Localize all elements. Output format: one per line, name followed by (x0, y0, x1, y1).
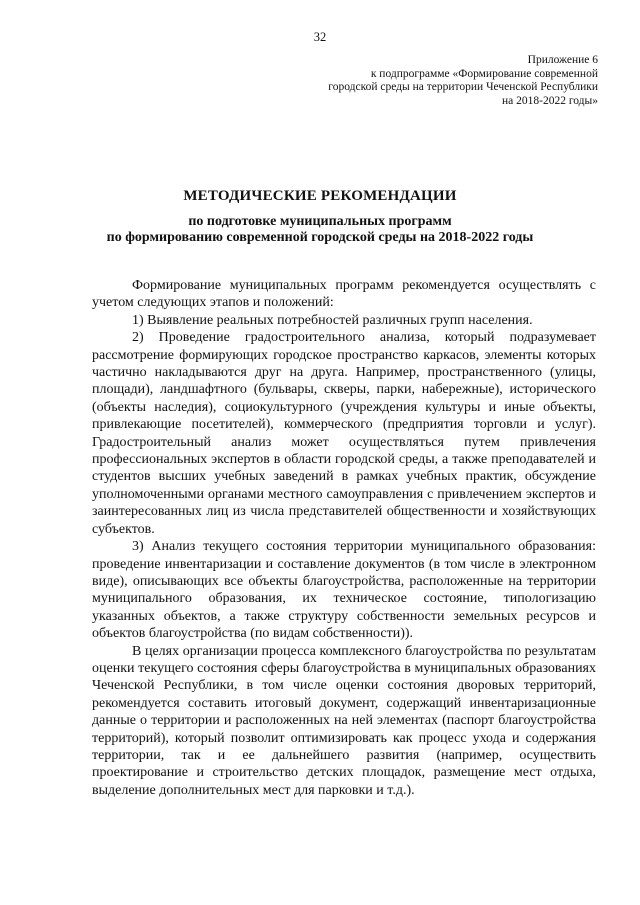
body-paragraph: 2) Проведение градостроительного анализа, который подразумевает рассмотрение формирующих городское пространство каркасов, элементы которых частично накладываются друг на друга. Например, пространственного (улицы, площади), ландшафтного (бульвары, скверы, парки, набережные), исторического (объекты наследия), социокультурного (учреждения культуры и иные объекты, привлекающие посетителей), коммерческого (предприятия торговли и услуг). Градостроительный анализ может осуществляться путем привлечения профессиональных экспертов в области городской среды, а также преподавателей и студентов высших учебных заведений в рамках учебных практик, обсуждение уполномоченными органами местного самоуправления с привлечением экспертов и заинтересованных лиц из числа представителей общественности и хозяйствующих субъектов. (92, 330, 596, 537)
subtitle-line: по формированию современной городской среды на 2018-2022 годы (106, 230, 534, 245)
appendix-line: на 2018-2022 годы» (501, 94, 598, 107)
appendix-note (328, 54, 598, 108)
appendix-line: к подпрограмме «Формирование современной (370, 67, 598, 80)
appendix-line: городской среды на территории Чеченской Республики (328, 81, 598, 93)
body-paragraph: 3) Анализ текущего состояния территории муниципального образования: проведение инвентаризации и составление документов (в том числе в электронном виде), описывающих все объекты благоустройства, расположенные на территории муниципального образования, их техническое состояние, типологизацию указанных объектов, а также структуру собственности земельных ресурсов и объектов благоустройства (по видам собственности)). (92, 539, 596, 642)
body-paragraph: 1) Выявление реальных потребностей различных групп населения. (132, 312, 533, 328)
document-body (92, 277, 596, 799)
document-subtitle (0, 214, 640, 246)
subtitle-line: по подготовке муниципальных программ (188, 214, 452, 229)
body-paragraph: В целях организации процесса комплексного благоустройства по результатам оценки текущего состояния сферы благоустройства в муниципальных образованиях Чеченской Республики, в том числе оценки состояния дворовых территорий, рекомендуется составить итоговый документ, содержащий инвентаризационные данные о территории и расположенных на ней элементах (паспорт благоустройства территорий), который позволит оптимизировать как процесс ухода и содержания территории, так и ее дальнейшего развития (например, осуществить проектирование и строительство детских площадок, размещение мест отдыха, выделение дополнительных мест для парковки и т.д.). (92, 643, 596, 798)
document-title: МЕТОДИЧЕСКИЕ РЕКОМЕНДАЦИИ (183, 188, 457, 204)
appendix-line: Приложение 6 (527, 54, 598, 66)
page-number: 32 (313, 30, 327, 44)
body-paragraph: Формирование муниципальных программ рекомендуется осуществлять с учетом следующих этапов и положений: (92, 278, 596, 311)
